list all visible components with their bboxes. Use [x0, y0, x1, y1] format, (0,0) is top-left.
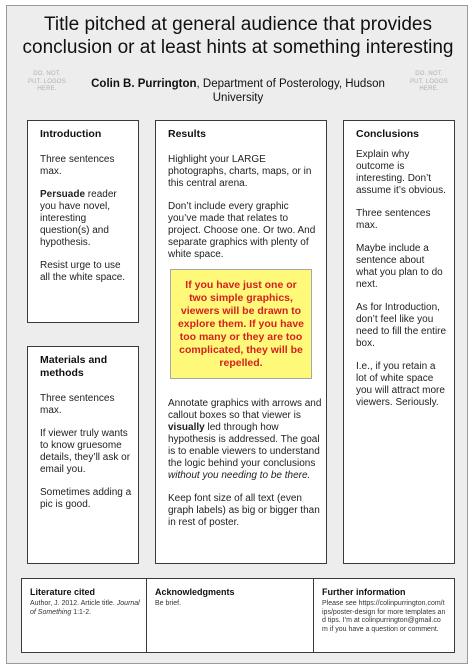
conclusions-p5: I.e., if you retain a lot of white space you will attract more viewers. Seriously. [356, 361, 445, 408]
conclusions-body [356, 149, 448, 420]
acknowledgments [147, 579, 313, 652]
acknowledgments-title: Acknowledgments [155, 587, 235, 597]
materials-p1: Three sentences max. [40, 393, 115, 416]
title-line-1: Title pitched at general audience that provides [44, 14, 432, 35]
conclusions-title: Conclusions [356, 128, 420, 140]
results-body-top [168, 154, 320, 272]
logo-placeholder-right: DO. NOT. PUT. LOGOS HERE. [409, 71, 448, 92]
materials-p3: Sometimes adding a pic is good. [40, 487, 132, 510]
introduction-p1: Three sentences max. [40, 154, 115, 177]
author-line [67, 77, 409, 105]
literature-title: Literature cited [30, 587, 96, 597]
literature-cited [22, 579, 146, 652]
acknowledgments-body: Be brief. [155, 600, 182, 607]
results-p4: Keep font size of all text (even graph labels) as big or bigger than in rest of poster. [168, 493, 320, 528]
conclusions-p3: Maybe include a sentence about what you plan to do next. [356, 243, 443, 290]
further-body: Please see https://colinpurrington.com/tips/poster-design for more templates and tips. I’m at colinpurrington@gmail.com if you have a question or comment. [322, 600, 446, 633]
results-p2: Don’t include every graphic you’ve made that relates to project. Choose one. Or two. And separate graphics with plenty of white space. [168, 201, 316, 260]
results-box [155, 120, 327, 564]
results-p1: Highlight your LARGE photographs, charts, maps, or in this central arena. [168, 154, 312, 189]
further-title: Further information [322, 587, 406, 597]
materials-box [27, 346, 139, 564]
results-highlight-box: If you have just one or two simple graphics, viewers will be drawn to explore them. If you have too many or they are too complicated, they will be repelled. [170, 269, 312, 379]
poster [6, 5, 468, 664]
title-line-2: conclusion or at least hints at something interesting [22, 37, 454, 58]
poster-title [7, 13, 469, 59]
results-p3: Annotate graphics with arrows and callout boxes so that viewer is visually led through how hypothesis is addressed. The goal is to enable viewers to understand the logic behind your conclusions without you needing to be there. [168, 398, 322, 481]
introduction-title: Introduction [40, 128, 102, 140]
materials-body [40, 393, 134, 522]
conclusions-p1: Explain why outcome is interesting. Don’t assume it’s obvious. [356, 149, 446, 196]
conclusions-p4: As for Introduction, don’t feel like you need to fill the entire box. [356, 302, 447, 349]
introduction-p3: Resist urge to use all the white space. [40, 260, 126, 283]
materials-p2: If viewer truly wants to know gruesome details, they’ll ask or email you. [40, 428, 131, 475]
introduction-body [40, 154, 132, 295]
results-body-bottom [168, 398, 322, 540]
results-title: Results [168, 128, 206, 140]
footer-row [21, 578, 455, 653]
further-information [314, 579, 454, 652]
materials-title: Materials and methods [40, 354, 108, 379]
introduction-box [27, 120, 139, 323]
author-name: Colin B. Purrington [91, 78, 197, 90]
introduction-p2: Persuade reader you have novel, interesting question(s) and hypothesis. [40, 189, 117, 248]
affiliation: , Department of Posterology, Hudson University [196, 78, 385, 104]
conclusions-p2: Three sentences max. [356, 208, 431, 231]
conclusions-box [343, 120, 455, 564]
literature-entry: Author, J. 2012. Article title. Journal of Something 1:1-2. [30, 600, 140, 616]
logo-placeholder-left: DO. NOT. PUT. LOGOS HERE. [27, 71, 66, 92]
